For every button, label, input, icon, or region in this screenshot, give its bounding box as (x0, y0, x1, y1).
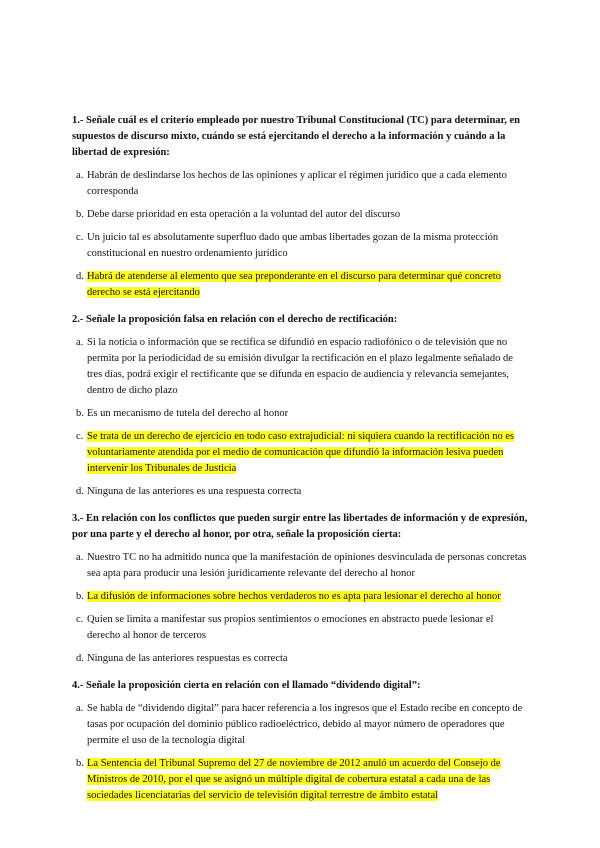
question-1-text: 1.- Señale cuál es el criterio empleado por nuestro Tribunal Constitucional (TC) para determinar, en supuestos de discurso mixto, cuándo se está ejercitando el derecho a la información y cuándo a la libertad de expresión: (72, 115, 520, 158)
answer-option (72, 335, 528, 399)
option-text: Nuestro TC no ha admitido nunca que la manifestación de opiniones desvinculada de personas concretas sea apta para producir una lesión jurídicamente relevante del derecho al honor (87, 552, 527, 579)
option-letter: d. (76, 486, 84, 497)
option-letter: a. (76, 337, 84, 348)
option-letter: a. (76, 170, 84, 181)
answer-option (72, 612, 528, 644)
option-letter: b. (76, 209, 84, 220)
option-text: Es un mecanismo de tutela del derecho al honor (87, 408, 289, 419)
question-1-options (72, 168, 528, 301)
option-letter: c. (76, 232, 84, 243)
option-letter: c. (76, 431, 84, 442)
highlighted-option-text: Habrá de atenderse al elemento que sea preponderante en el discurso para determinar qué concreto derecho se está ejercitando (87, 271, 501, 298)
question-4-options (72, 701, 528, 804)
answer-option (72, 406, 528, 422)
option-text: Debe darse prioridad en esta operación a la voluntad del autor del discurso (87, 209, 401, 220)
option-text: Ninguna de las anteriores respuestas es correcta (87, 653, 288, 664)
highlighted-option-text: Se trata de un derecho de ejercicio en todo caso extrajudicial: ni siquiera cuando la rectificación no es voluntariamente atendida por el medio de comunicación que difundió la información lesiva pueden intervenir los Tribunales de Justicia (87, 431, 515, 474)
option-letter: b. (76, 758, 84, 769)
option-text: Si la noticia o información que se rectifica se difundió en espacio radiofónico o de televisión que no permita por la periodicidad de su emisión divulgar la rectificación en el plazo legalmente señalado de tres días, podrá exigir el rectificante que se difunda en espacio de audiencia y relevancia semejantes, dentro de dicho plazo (87, 337, 513, 396)
option-letter: a. (76, 703, 84, 714)
option-text: Un juicio tal es absolutamente superfluo dado que ambas libertades gozan de la misma protección constitucional en nuestro ordenamiento jurídico (87, 232, 499, 259)
answer-option (72, 269, 528, 301)
option-letter: b. (76, 408, 84, 419)
answer-option (72, 701, 528, 749)
option-text: Ninguna de las anteriores es una respuesta correcta (87, 486, 302, 497)
option-text: Se habla de “dividendo digital” para hacer referencia a los ingresos que el Estado recibe en concepto de tasas por ocupación del dominio público radioeléctrico, debido al mayor número de operadores que permite el uso de la tecnología digital (87, 703, 523, 746)
answer-option (72, 550, 528, 582)
option-letter: c. (76, 614, 84, 625)
answer-option (72, 207, 528, 223)
answer-option (72, 589, 528, 605)
answer-option (72, 230, 528, 262)
option-letter: d. (76, 653, 84, 664)
option-text: Habrán de deslindarse los hechos de las opiniones y aplicar el régimen jurídico que a cada elemento corresponda (87, 170, 507, 197)
answer-option (72, 168, 528, 200)
exam-content (72, 113, 528, 815)
question-2-text: 2.- Señale la proposición falsa en relación con el derecho de rectificación: (72, 314, 398, 325)
answer-option (72, 651, 528, 667)
option-letter: d. (76, 271, 84, 282)
option-letter: b. (76, 591, 84, 602)
highlighted-option-text: La difusión de informaciones sobre hechos verdaderos no es apta para lesionar el derecho al honor (87, 591, 501, 602)
question-4-text: 4.- Señale la proposición cierta en relación con el llamado “dividendo digital”: (72, 680, 421, 691)
highlighted-option-text: La Sentencia del Tribunal Supremo del 27 de noviembre de 2012 anuló un acuerdo del Consejo de Ministros de 2010, por el que se asignó un múltiple digital de cobertura estatal a cada una de las sociedades licenciatarias del servicio de televisión digital terrestre de ámbito estatal (87, 758, 501, 801)
question-2-options (72, 335, 528, 500)
question-3-text: 3.- En relación con los conflictos que pueden surgir entre las libertades de información y de expresión, por una parte y el derecho al honor, por otra, señale la proposición cierta: (72, 513, 528, 540)
option-letter: a. (76, 552, 84, 563)
answer-option (72, 484, 528, 500)
answer-option (72, 756, 528, 804)
answer-option (72, 429, 528, 477)
question-3-options (72, 550, 528, 667)
option-text: Quien se limita a manifestar sus propios sentimientos o emociones en abstracto puede lesionar el derecho al honor de terceros (87, 614, 494, 641)
